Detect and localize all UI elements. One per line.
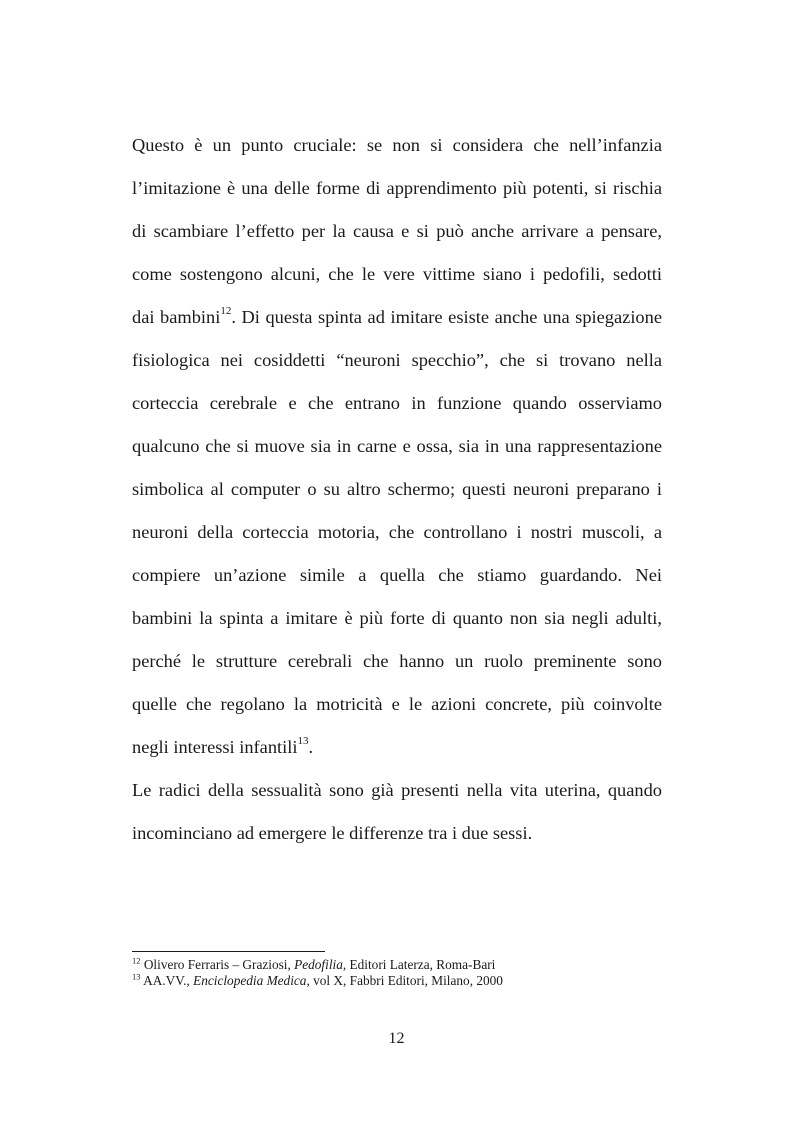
footnote-title: Enciclopedia Medica bbox=[193, 973, 307, 988]
line-segment: . bbox=[308, 737, 314, 757]
paragraph-line: bambini la spinta a imitare è più forte di quanto non sia negli adulti, bbox=[132, 608, 662, 628]
paragraph-line bbox=[132, 726, 662, 769]
paragraph-line: incominciano ad emergere le differenze tra i due sessi. bbox=[132, 823, 533, 843]
footnote-text: , vol X, Fabbri Editori, Milano, 2000 bbox=[306, 973, 503, 988]
paragraph-line: di scambiare l’effetto per la causa e si può anche arrivare a pensare, bbox=[132, 221, 662, 241]
footnote-reference: 12 bbox=[220, 304, 232, 317]
paragraph-line: compiere un’azione simile a quella che stiamo guardando. Nei bbox=[132, 565, 662, 585]
footnote-separator bbox=[132, 951, 325, 952]
footnote-text: AA.VV., bbox=[140, 973, 194, 988]
footnote-number: 13 bbox=[132, 971, 141, 982]
page-number: 12 bbox=[388, 1030, 405, 1047]
paragraph-line: perché le strutture cerebrali che hanno un ruolo preminente sono bbox=[132, 651, 662, 671]
paragraph-line: fisiologica nei cosiddetti “neuroni specchio”, che si trovano nella bbox=[132, 350, 662, 370]
footnote-reference: 13 bbox=[297, 734, 309, 747]
line-segment: negli interessi infantili bbox=[132, 737, 298, 757]
paragraph-line: Le radici della sessualità sono già presenti nella vita uterina, quando bbox=[132, 780, 662, 800]
paragraph-line: Questo è un punto cruciale: se non si considera che nell’infanzia bbox=[132, 135, 662, 155]
footnote-number: 12 bbox=[132, 955, 141, 966]
footnotes bbox=[132, 957, 672, 989]
paragraph-line: quelle che regolano la motricità e le azioni concrete, più coinvolte bbox=[132, 694, 662, 714]
paragraph-line: neuroni della corteccia motoria, che controllano i nostri muscoli, a bbox=[132, 522, 662, 542]
paragraph-line bbox=[132, 296, 662, 339]
footnote-title: Pedofilia bbox=[294, 957, 343, 972]
footnote-text: , Editori Laterza, Roma-Bari bbox=[342, 957, 496, 972]
paragraph-line: simbolica al computer o su altro schermo; questi neuroni preparano i bbox=[132, 479, 662, 499]
line-segment: dai bambini bbox=[132, 307, 221, 327]
line-segment: . Di questa spinta ad imitare esiste anche una spiegazione bbox=[231, 307, 662, 327]
paragraph-line: l’imitazione è una delle forme di apprendimento più potenti, si rischia bbox=[132, 178, 662, 198]
footnote-item bbox=[132, 957, 672, 973]
paragraph-line: corteccia cerebrale e che entrano in funzione quando osserviamo bbox=[132, 393, 662, 413]
paragraph-line: come sostengono alcuni, che le vere vittime siano i pedofili, sedotti bbox=[132, 264, 662, 284]
paragraph-line: qualcuno che si muove sia in carne e ossa, sia in una rappresentazione bbox=[132, 436, 662, 456]
body-text bbox=[132, 124, 662, 855]
footnote-text: Olivero Ferraris – Graziosi, bbox=[140, 957, 295, 972]
footnote-item bbox=[132, 973, 672, 989]
